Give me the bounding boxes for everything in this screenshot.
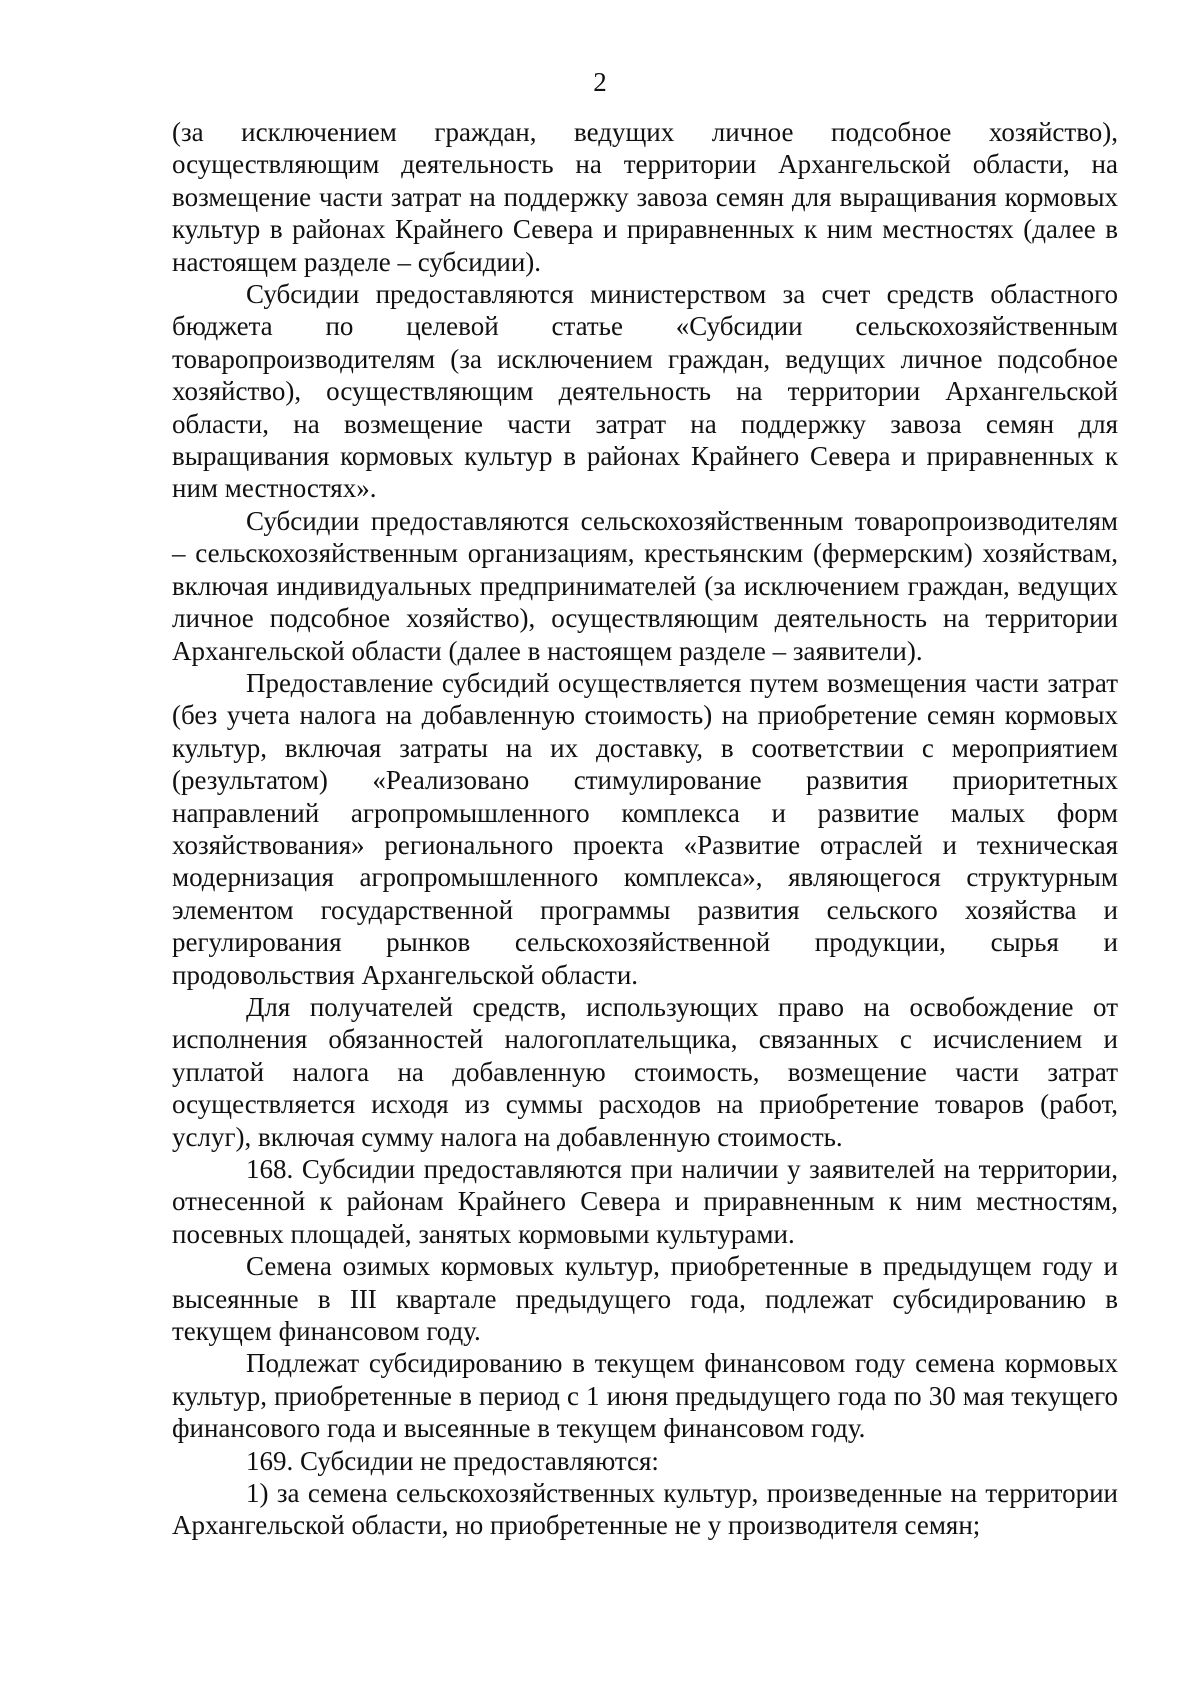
document-body	[172, 116, 1118, 1542]
paragraph-item-169: 169. Субсидии не предоставляются:	[246, 1445, 659, 1476]
paragraph-item-169-1: 1) за семена сельскохозяйственных культур, произведенные на территории Архангельской области, но приобретенные не у производителя семян;	[172, 1478, 1118, 1541]
paragraph-subsidy-budget: Субсидии предоставляются министерством за счет средств областного бюджета по целевой статье «Субсидии сельскохозяйственным товаропроизводителям (за исключением граждан, ведущих личное подсобное хозяйство), осуществляющим деятельность на территории Архангельской области, на возмещение части затрат на поддержку завоза семян для выращивания кормовых культур в районах Крайнего Севера и приравненных к ним местностях».	[172, 279, 1118, 504]
paragraph-continuation: (за исключением граждан, ведущих личное подсобное хозяйство), осуществляющим деятельность на территории Архангельской области, на возмещение части затрат на поддержку завоза семян для выращивания кормовых культур в районах Крайнего Севера и приравненных к ним местностях (далее в настоящем разделе – субсидии).	[172, 117, 1118, 277]
paragraph-vat-exemption: Для получателей средств, использующих право на освобождение от исполнения обязанностей налогоплательщика, связанных с исчислением и уплатой налога на добавленную стоимость, возмещение части затрат осуществляется исходя из суммы расходов на приобретение товаров (работ, услуг), включая сумму налога на добавленную стоимость.	[172, 991, 1118, 1152]
paragraph-subsidy-period: Подлежат субсидированию в текущем финансовом году семена кормовых культур, приобретенные в период с 1 июня предыдущего года по 30 мая текущего финансового года и высеянные в текущем финансовом году.	[172, 1348, 1118, 1444]
paragraph-item-168: 168. Субсидии предоставляются при наличии у заявителей на территории, отнесенной к районам Крайнего Севера и приравненным к ним местностям, посевных площадей, занятых кормовыми культурами.	[172, 1154, 1118, 1249]
paragraph-subsidy-procedure: Предоставление субсидий осуществляется путем возмещения части затрат (без учета налога на добавленную стоимость) на приобретение семян кормовых культур, включая затраты на их доставку, в соответствии с мероприятием (результатом) «Реализовано стимулирование развития приоритетных направлений агропромышленного комплекса и развитие малых форм хозяйствования» регионального проекта «Развитие отраслей и техническая модернизация агропромышленного комплекса», являющегося структурным элементом государственной программы развития сельского хозяйства и регулирования рынков сельскохозяйственной продукции, сырья и продовольствия Архангельской области.	[172, 667, 1118, 990]
page-number: 2	[593, 67, 607, 97]
paragraph-subsidy-recipients: Субсидии предоставляются сельскохозяйственным товаропроизводителям – сельскохозяйственным организациям, крестьянским (фермерским) хозяйствам, включая индивидуальных предпринимателей (за исключением граждан, ведущих личное подсобное хозяйство), осуществляющим деятельность на территории Архангельской области (далее в настоящем разделе – заявители).	[172, 505, 1118, 666]
paragraph-winter-seeds: Семена озимых кормовых культур, приобретенные в предыдущем году и высеянные в III квартале предыдущего года, подлежат субсидированию в текущем финансовом году.	[172, 1251, 1118, 1347]
